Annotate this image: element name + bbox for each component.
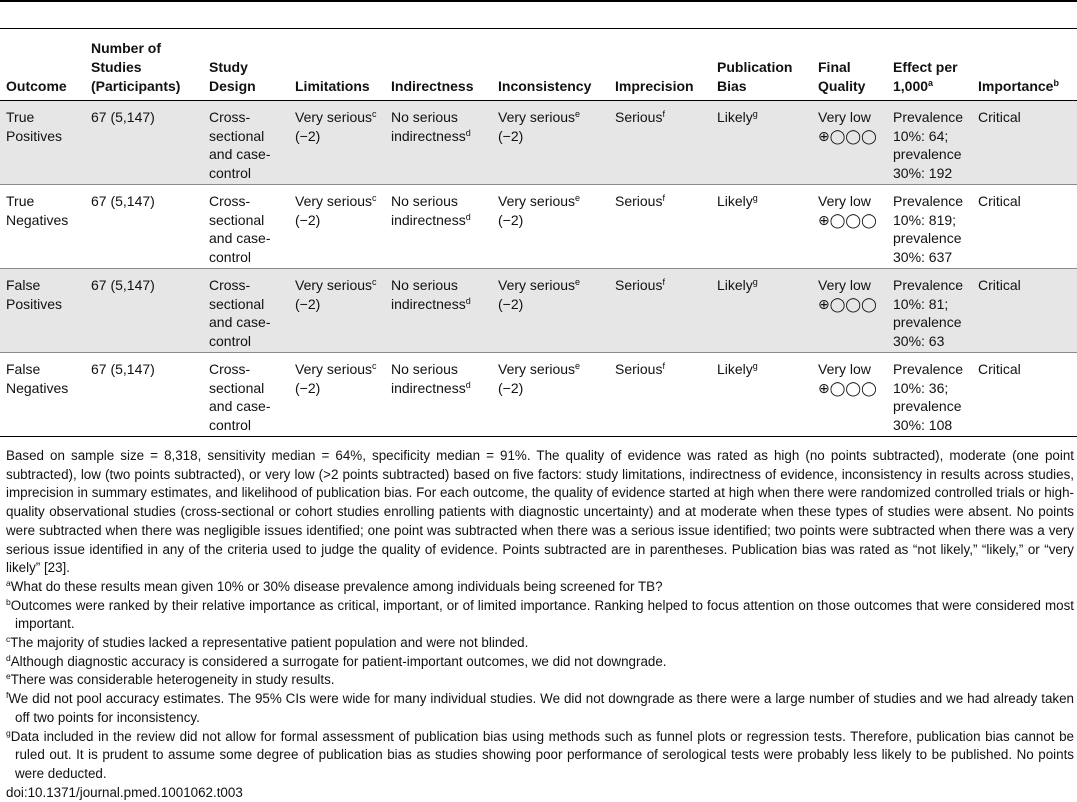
cell-limitations [289, 101, 385, 185]
footnote [6, 728, 1074, 784]
cell-publication-bias [711, 185, 812, 269]
limitations-points: (−2) [295, 295, 321, 312]
cell-indirectness [385, 101, 492, 185]
pubbias-text: Likely [717, 277, 753, 293]
header-effect-label: Effect per 1,000 [893, 59, 958, 94]
cell-publication-bias [711, 269, 812, 353]
table-summary-note: Based on sample size = 8,318, sensitivity median = 64%, specificity median = 91%. The quality of evidence was rated as high (no points subtracted), moderate (one point subtracted), low (two points subtracted), or very low (>2 points subtracted) based on five factors: study limitations, indirectness of evidence, inconsistency in results across studies, imprecision in summary estimates, and likelihood of publication bias. For each outcome, the quality of evidence started at high when there were randomized controlled trials or high-quality observational studies (cross-sectional or cohort studies enrolling patients with diagnostic uncertainty) and at moderate when these types of studies were absent. No points were subtracted when there was negligible issues identified; one point was subtracted when there was a serious issue identified; two points were subtracted when there was a very serious issue identified in any of the criteria used to judge the quality of evidence. Points subtracted are in parentheses. Publication bias was rated as “not likely,” “likely,” or “very likely” [23]. [6, 448, 1074, 576]
imprecision-footnote-mark: f [662, 193, 665, 203]
indirectness-footnote-mark: d [465, 295, 471, 306]
footnote-text: The majority of studies lacked a representative patient population and were not blinded. [10, 635, 529, 651]
inconsistency-footnote-mark: e [575, 277, 581, 287]
pubbias-footnote-mark: g [752, 109, 758, 119]
table-header-top-rule [0, 28, 1077, 29]
footnote [6, 671, 1074, 690]
table-row [0, 185, 1077, 269]
effect-10-text: Prevalence 10%: 36; [893, 361, 964, 396]
cell-studies: 67 (5,147) [91, 193, 155, 209]
indirectness-text: No serious indirectness [391, 277, 466, 312]
cell-final-quality [812, 353, 887, 437]
cell-outcome: True Positives [6, 109, 63, 144]
cell-final-quality [812, 269, 887, 353]
header-effect [887, 39, 972, 101]
header-limitations: Limitations [295, 78, 370, 94]
indirectness-text: No serious indirectness [391, 193, 466, 228]
cell-effect [887, 269, 972, 353]
footnote-mark: b [6, 596, 11, 607]
cell-final-quality [812, 185, 887, 269]
limitations-footnote-mark: c [372, 277, 377, 287]
footnote-text: There was considerable heterogeneity in study results. [10, 672, 335, 688]
cell-design: Cross-sectional and case-control [209, 277, 271, 349]
header-inconsistency: Inconsistency [498, 78, 592, 94]
effect-10-text: Prevalence 10%: 819; [893, 193, 964, 228]
limitations-footnote-mark: c [372, 361, 377, 371]
header-final-quality: Final Quality [818, 59, 866, 94]
quality-text: Very low [818, 109, 871, 125]
pubbias-footnote-mark: g [752, 277, 758, 287]
pubbias-text: Likely [717, 361, 753, 377]
grade-evidence-table [0, 39, 1077, 437]
quality-text: Very low [818, 277, 871, 293]
footnote-mark: g [6, 727, 11, 738]
cell-outcome: False Negatives [6, 361, 69, 396]
cell-importance: Critical [978, 109, 1021, 125]
inconsistency-footnote-mark: e [575, 361, 581, 371]
header-effect-footnote-mark: a [928, 78, 934, 88]
imprecision-text: Serious [615, 109, 663, 125]
quality-text: Very low [818, 193, 871, 209]
table-header-row [0, 39, 1077, 101]
limitations-text: Very serious [295, 361, 373, 377]
header-studies: Number of Studies (Participants) [91, 40, 181, 94]
cell-indirectness [385, 269, 492, 353]
header-importance-label: Importance [978, 78, 1054, 94]
footnote-text: What do these results mean given 10% or 30% disease prevalence among individuals being screened for TB? [10, 578, 663, 594]
inconsistency-footnote-mark: e [575, 193, 581, 203]
limitations-points: (−2) [295, 127, 321, 144]
table-row [0, 353, 1077, 437]
cell-effect [887, 101, 972, 185]
footnote-mark: c [6, 634, 11, 645]
footnote-mark: f [6, 690, 9, 701]
limitations-text: Very serious [295, 277, 373, 293]
cell-imprecision [609, 101, 711, 185]
inconsistency-points: (−2) [498, 295, 524, 312]
limitations-points: (−2) [295, 211, 321, 228]
footnote-mark: a [6, 577, 11, 588]
indirectness-footnote-mark: d [465, 127, 471, 138]
effect-30-text: prevalence 30%: 637 [893, 230, 962, 265]
footnote [6, 653, 1074, 672]
imprecision-text: Serious [615, 193, 663, 209]
cell-design: Cross-sectional and case-control [209, 193, 271, 265]
cell-studies: 67 (5,147) [91, 109, 155, 125]
cell-effect [887, 185, 972, 269]
footnote-text: Outcomes were ranked by their relative importance as critical, important, or of limited importance. Ranking helped to focus attention on those outcomes that were considered most important. [10, 597, 1074, 632]
effect-10-text: Prevalence 10%: 81; [893, 277, 964, 312]
quality-rating-icon: ⊕◯◯◯ [818, 212, 877, 229]
cell-imprecision [609, 185, 711, 269]
cell-design: Cross-sectional and case-control [209, 361, 271, 433]
footnote-mark: d [6, 652, 11, 663]
effect-30-text: prevalence 30%: 108 [893, 398, 962, 433]
pubbias-text: Likely [717, 193, 753, 209]
footnote-text: Although diagnostic accuracy is considered a surrogate for patient-important outcomes, we did not downgrade. [10, 653, 667, 669]
cell-inconsistency [492, 269, 609, 353]
cell-studies: 67 (5,147) [91, 361, 155, 377]
table-doi: doi:10.1371/journal.pmed.1001062.t003 [6, 784, 243, 800]
cell-studies: 67 (5,147) [91, 277, 155, 293]
imprecision-footnote-mark: f [662, 361, 665, 371]
cell-importance: Critical [978, 277, 1021, 293]
limitations-points: (−2) [295, 379, 321, 396]
footnote-text: Data included in the review did not allow for formal assessment of publication bias using methods such as funnel plots or regression tests. Therefore, publication bias cannot be ruled out. It is prudent to assume some degree of publication bias as studies showing poor performance of serological tests were probably less likely to be published. No points were deducted. [10, 728, 1074, 781]
imprecision-footnote-mark: f [662, 277, 665, 287]
cell-inconsistency [492, 101, 609, 185]
cell-limitations [289, 185, 385, 269]
effect-30-text: prevalence 30%: 63 [893, 314, 962, 349]
indirectness-footnote-mark: d [465, 211, 471, 222]
cell-outcome: False Positives [6, 277, 63, 312]
quality-rating-icon: ⊕◯◯◯ [818, 380, 877, 397]
header-outcome: Outcome [6, 78, 67, 94]
table-row [0, 101, 1077, 185]
limitations-text: Very serious [295, 109, 373, 125]
cell-importance: Critical [978, 361, 1021, 377]
inconsistency-text: Very serious [498, 193, 576, 209]
cell-indirectness [385, 353, 492, 437]
table-body [0, 101, 1077, 437]
inconsistency-text: Very serious [498, 277, 576, 293]
cell-inconsistency [492, 185, 609, 269]
footnotes-list [6, 578, 1074, 784]
quality-rating-icon: ⊕◯◯◯ [818, 128, 877, 145]
cell-imprecision [609, 269, 711, 353]
inconsistency-points: (−2) [498, 127, 524, 144]
table-footer [6, 447, 1074, 802]
cell-indirectness [385, 185, 492, 269]
header-importance [972, 39, 1077, 101]
effect-10-text: Prevalence 10%: 64; [893, 109, 964, 144]
footnote [6, 597, 1074, 634]
inconsistency-text: Very serious [498, 109, 576, 125]
indirectness-text: No serious indirectness [391, 109, 466, 144]
cell-limitations [289, 269, 385, 353]
limitations-text: Very serious [295, 193, 373, 209]
cell-imprecision [609, 353, 711, 437]
header-design: Study Design [209, 59, 256, 94]
imprecision-text: Serious [615, 361, 663, 377]
footnote [6, 690, 1074, 727]
cell-publication-bias [711, 353, 812, 437]
imprecision-footnote-mark: f [662, 109, 665, 119]
cell-limitations [289, 353, 385, 437]
cell-outcome: True Negatives [6, 193, 69, 228]
pubbias-footnote-mark: g [752, 361, 758, 371]
header-imprecision: Imprecision [615, 78, 694, 94]
cell-design: Cross-sectional and case-control [209, 109, 271, 181]
header-publication-bias: Publication Bias [717, 59, 793, 94]
cell-importance: Critical [978, 193, 1021, 209]
footnote [6, 634, 1074, 653]
inconsistency-points: (−2) [498, 211, 524, 228]
header-indirectness: Indirectness [391, 78, 474, 94]
footnote [6, 578, 1074, 597]
effect-30-text: prevalence 30%: 192 [893, 146, 962, 181]
footnote-mark: e [6, 671, 11, 682]
quality-text: Very low [818, 361, 871, 377]
imprecision-text: Serious [615, 277, 663, 293]
indirectness-text: No serious indirectness [391, 361, 466, 396]
inconsistency-footnote-mark: e [575, 109, 581, 119]
limitations-footnote-mark: c [372, 193, 377, 203]
quality-rating-icon: ⊕◯◯◯ [818, 296, 877, 313]
pubbias-text: Likely [717, 109, 753, 125]
footnote-text: We did not pool accuracy estimates. The 95% CIs were wide for many individual studies. We did not downgrade as there were a large number of studies and we had already taken off two points for inconsistency. [8, 691, 1074, 725]
inconsistency-points: (−2) [498, 379, 524, 396]
indirectness-footnote-mark: d [465, 379, 471, 390]
inconsistency-text: Very serious [498, 361, 576, 377]
cell-effect [887, 353, 972, 437]
header-importance-footnote-mark: b [1053, 78, 1059, 88]
cell-final-quality [812, 101, 887, 185]
cell-inconsistency [492, 353, 609, 437]
table-row [0, 269, 1077, 353]
limitations-footnote-mark: c [372, 109, 377, 119]
table-top-rule [0, 0, 1077, 2]
pubbias-footnote-mark: g [752, 193, 758, 203]
cell-publication-bias [711, 101, 812, 185]
